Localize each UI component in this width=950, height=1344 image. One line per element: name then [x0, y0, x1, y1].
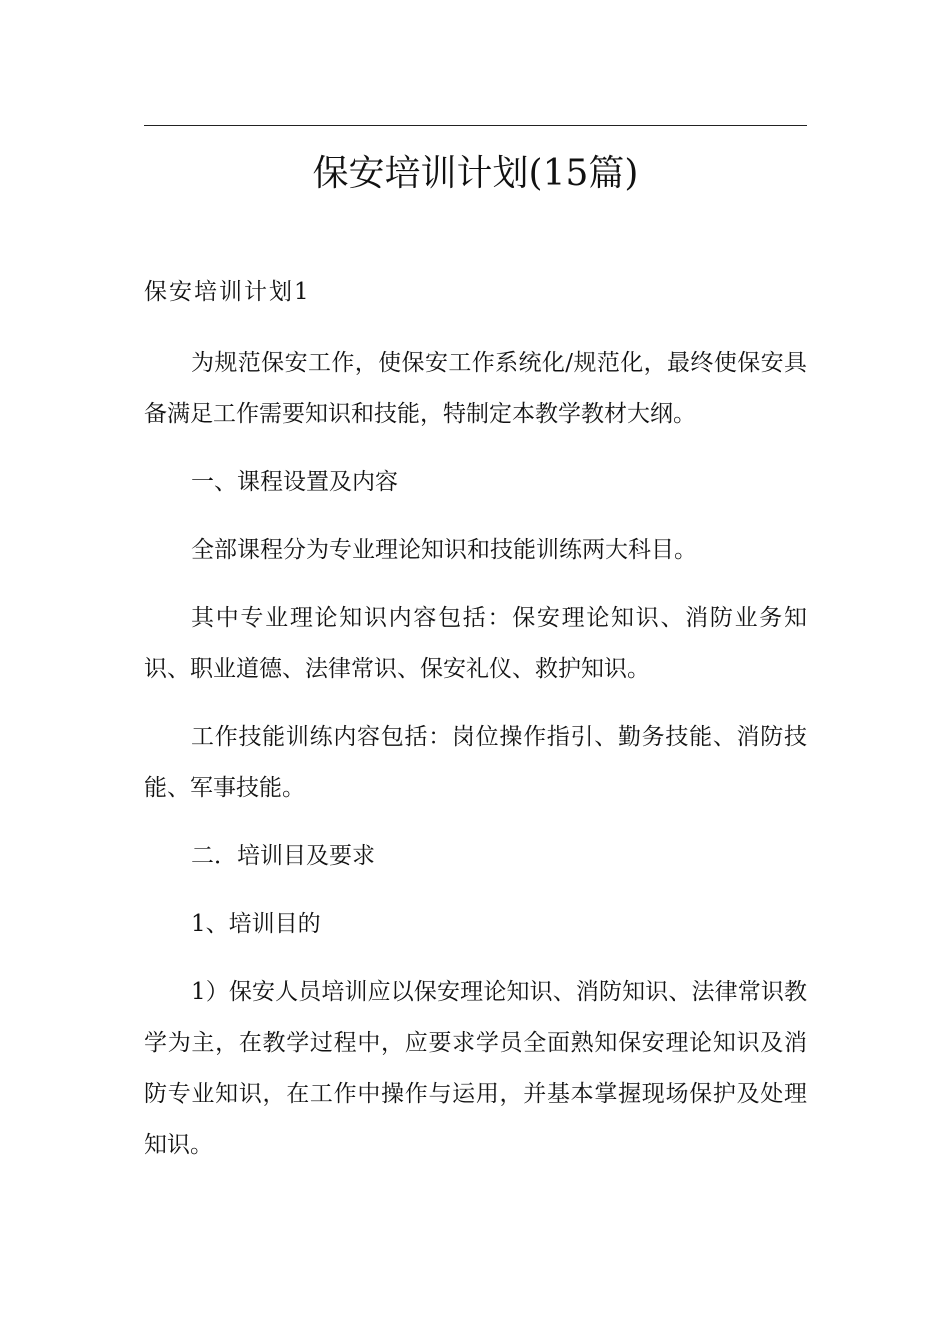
- paragraph-intro: 为规范保安工作，使保安工作系统化/规范化，最终使保安具备满足工作需要知识和技能，特制定本教学教材大纲。: [144, 350, 807, 427]
- heading-training-purpose: 1、培训目的: [191, 911, 321, 937]
- paragraph-course-overview: 全部课程分为专业理论知识和技能训练两大科目。: [191, 537, 697, 563]
- document-title: 保安培训计划(15篇): [312, 153, 639, 194]
- header-rule: [144, 125, 807, 126]
- paragraph-theory-content: 其中专业理论知识内容包括：保安理论知识、消防业务知识、职业道德、法律常识、保安礼仪、救护知识。: [144, 605, 807, 682]
- document-body: [144, 338, 807, 1188]
- paragraph-purpose-1: 1）保安人员培训应以保安理论知识、消防知识、法律常识教学为主，在教学过程中，应要求学员全面熟知保安理论知识及消防专业知识，在工作中操作与运用，并基本掌握现场保护及处理知识。: [144, 979, 807, 1158]
- section-heading: 保安培训计划1: [144, 279, 311, 305]
- paragraph-skills-content: 工作技能训练内容包括：岗位操作指引、勤务技能、消防技能、军事技能。: [144, 724, 807, 801]
- heading-training-goals: 二．培训目及要求: [191, 843, 375, 869]
- heading-course-setup: 一、课程设置及内容: [191, 469, 398, 495]
